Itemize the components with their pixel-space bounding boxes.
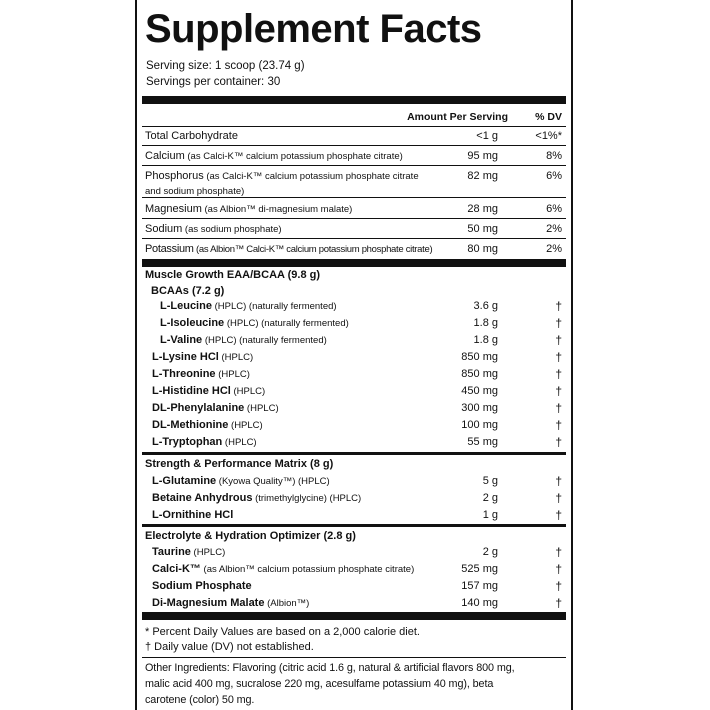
ingredient-name: Sodium Phosphate [152,580,252,592]
ingredient-dv: † [555,579,562,593]
ingredient-name: L-Glutamine [152,475,217,487]
nutrient-name: Sodium [145,223,183,235]
nutrient-detail-line2: and sodium phosphate) [145,186,245,197]
ingredient-detail: (HPLC) [230,386,266,397]
nutrient-row [142,147,566,166]
footnote-percent-dv: * Percent Daily Values are based on a 2,000 calorie diet. [145,626,420,638]
ingredient-detail: (HPLC) [215,369,250,380]
nutrient-detail: (as Albion™ di-magnesium malate) [201,204,353,215]
ingredient-dv: † [555,367,562,381]
ingredient-detail: (HPLC) (naturally fermented) [211,301,337,312]
ingredient-name: L-Histidine HCl [152,385,231,397]
serving-info [146,58,305,90]
ingredient-detail: (HPLC) (naturally fermented) [202,335,327,346]
nutrient-amount: 82 mg [467,170,498,182]
panel-title: Supplement Facts [145,7,482,51]
ingredient-detail: (HPLC) [244,403,279,414]
ingredient-name: L-Valine [160,334,203,346]
ingredient-name: L-Isoleucine [160,317,225,329]
ingredient-detail: (Albion™) [264,598,310,609]
ingredient-amount: 100 mg [461,419,498,431]
nutrient-dv: 6% [546,203,562,215]
nutrient-name: Total Carbohydrate [145,130,238,142]
ingredient-amount: 300 mg [461,402,498,414]
ingredient-detail: (HPLC) [222,437,257,448]
ingredient-row [142,416,566,434]
nutrient-amount: 95 mg [467,150,498,162]
servings-per-container: Servings per container: 30 [146,76,281,88]
nutrient-name: Magnesium [145,203,202,215]
divider-thick [142,96,566,104]
ingredient-name: L-Lysine HCl [152,351,219,363]
nutrient-amount: 80 mg [467,243,498,255]
column-header [142,108,566,127]
divider-section [142,524,566,527]
ingredient-dv: † [555,401,562,415]
ingredient-dv: † [555,596,562,610]
ingredient-row [142,433,566,451]
ingredient-name: Taurine [152,546,191,558]
ingredient-dv: † [555,435,562,449]
ingredient-row [142,348,566,366]
nutrient-name: Calcium [145,150,185,162]
nutrient-detail: (as Albion™ Calci-K™ calcium potassium phosphate citrate) [193,244,433,255]
ingredient-dv: † [555,491,562,505]
ingredient-dv: † [555,418,562,432]
ingredient-row [142,331,566,349]
ingredient-amount: 140 mg [461,597,498,609]
ingredient-name: Di-Magnesium Malate [152,597,265,609]
ingredient-amount: 450 mg [461,385,498,397]
ingredient-row [142,382,566,400]
ingredient-amount: 2 g [482,492,498,504]
nutrient-dv: 2% [546,223,562,235]
nutrient-dv: 6% [546,170,562,182]
nutrient-row [142,127,566,146]
nutrient-amount: <1 g [476,130,498,142]
section-title-electrolyte: Electrolyte & Hydration Optimizer (2.8 g) [145,530,356,542]
ingredient-name: Betaine Anhydrous [152,492,253,504]
nutrient-row [142,240,566,258]
nutrient-amount: 50 mg [467,223,498,235]
ingredient-amount: 525 mg [461,563,498,575]
nutrient-row [142,220,566,239]
ingredient-dv: † [555,384,562,398]
ingredient-amount: 5 g [482,475,498,487]
ingredient-dv: † [555,545,562,559]
ingredient-row [142,506,566,524]
nutrient-dv: <1%* [535,130,562,142]
ingredient-name: Calci-K™ [152,563,201,575]
ingredient-dv: † [555,350,562,364]
other-ingredients-line: carotene (color) 50 mg. [145,694,255,706]
serving-size: Serving size: 1 scoop (23.74 g) [146,60,305,72]
ingredient-name: L-Threonine [152,368,216,380]
ingredient-row [142,489,566,507]
ingredient-row [142,594,566,612]
ingredient-row [142,543,566,561]
footnote-dagger: † Daily value (DV) not established. [145,641,314,653]
nutrient-detail: (as Calci-K™ calcium potassium phosphate citrate) [184,151,403,162]
nutrient-dv: 2% [546,243,562,255]
ingredient-detail: (as Albion™ calcium potassium phosphate citrate) [200,564,415,575]
ingredient-amount: 2 g [482,546,498,558]
ingredient-amount: 55 mg [467,436,498,448]
ingredient-name: DL-Phenylalanine [152,402,245,414]
ingredient-row [142,297,566,315]
ingredient-dv: † [555,508,562,522]
ingredient-detail: (HPLC) [228,420,263,431]
divider-thin [142,657,566,658]
nutrient-detail: (as Calci-K™ calcium potassium phosphate citrate [203,171,419,182]
ingredient-name: L-Ornithine HCl [152,509,234,521]
ingredient-row [142,560,566,578]
nutrient-row [142,200,566,219]
ingredient-dv: † [555,333,562,347]
divider-section [142,452,566,455]
section-title-muscle-growth: Muscle Growth EAA/BCAA (9.8 g) [145,269,320,281]
ingredient-row [142,314,566,332]
ingredient-row [142,399,566,417]
ingredient-amount: 157 mg [461,580,498,592]
ingredient-dv: † [555,562,562,576]
ingredient-detail: (Kyowa Quality™) (HPLC) [216,476,330,487]
nutrient-detail: (as sodium phosphate) [182,224,282,235]
supplement-facts-panel [135,0,573,710]
header-amount: Amount Per Serving [407,111,508,123]
header-dv: % DV [535,111,562,123]
ingredient-row [142,577,566,595]
ingredient-dv: † [555,316,562,330]
ingredient-row [142,472,566,490]
section-subtitle-bcaas: BCAAs (7.2 g) [151,285,225,297]
ingredient-detail: (HPLC) (naturally fermented) [224,318,349,329]
other-ingredients-line: malic acid 400 mg, sucralose 220 mg, acesulfame potassium 40 mg), beta [145,678,494,690]
ingredient-row [142,365,566,383]
ingredient-name: L-Tryptophan [152,436,223,448]
ingredient-name: L-Leucine [160,300,212,312]
ingredient-amount: 1.8 g [473,334,498,346]
nutrient-amount: 28 mg [467,203,498,215]
other-ingredients-line: Other Ingredients: Flavoring (citric acid 1.6 g, natural & artificial flavors 800 mg, [145,662,515,674]
ingredient-amount: 1 g [482,509,498,521]
ingredient-amount: 850 mg [461,368,498,380]
ingredient-detail: (HPLC) [190,547,226,558]
nutrient-name: Potassium [145,243,194,255]
nutrient-row [142,167,566,198]
ingredient-detail: (trimethylglycine) (HPLC) [252,493,362,504]
ingredient-dv: † [555,299,562,313]
divider-thick [142,612,566,620]
ingredient-dv: † [555,474,562,488]
divider-thick [142,259,566,267]
ingredient-amount: 850 mg [461,351,498,363]
ingredient-amount: 3.6 g [473,300,498,312]
ingredient-amount: 1.8 g [473,317,498,329]
other-ingredients [145,660,515,708]
section-title-strength: Strength & Performance Matrix (8 g) [145,458,334,470]
ingredient-name: DL-Methionine [152,419,229,431]
nutrient-name: Phosphorus [145,170,204,182]
ingredient-detail: (HPLC) [218,352,254,363]
nutrient-dv: 8% [546,150,562,162]
